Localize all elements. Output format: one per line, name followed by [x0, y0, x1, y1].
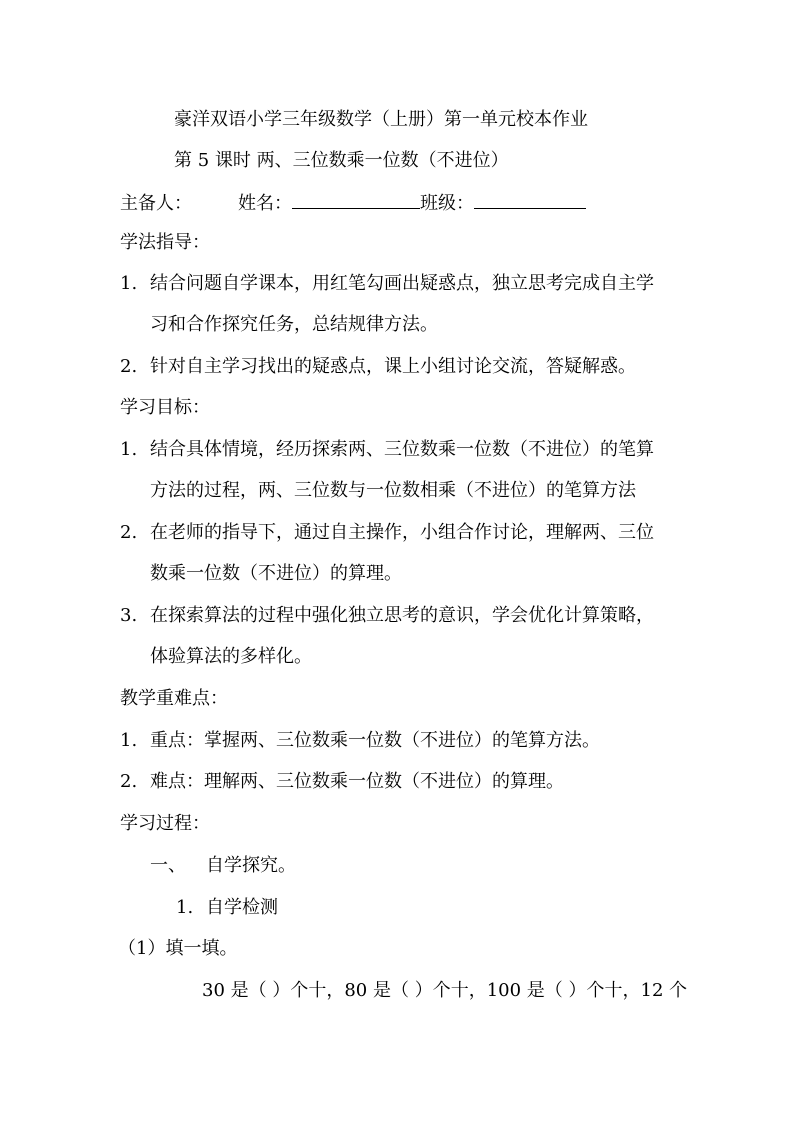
info-line — [120, 190, 586, 216]
goals-heading: 学习目标： — [120, 397, 210, 418]
item-text: 重点：掌握两、三位数乘一位数（不进位）的笔算方法。 — [150, 730, 600, 751]
question-1-text: 30 是（ ）个十，80 是（ ）个十，100 是（ ）个十，12 个 — [202, 980, 688, 1001]
subsection-title: 自学检测 — [206, 897, 278, 918]
method-item-2 — [120, 355, 636, 379]
preparer-label: 主备人： — [120, 193, 192, 214]
method-item-1 — [120, 272, 654, 296]
section-1 — [150, 854, 296, 878]
item-number: 1. — [120, 439, 138, 460]
item-text: 结合问题自学课本，用红笔勾画出疑惑点，独立思考完成自主学 — [150, 273, 654, 294]
goal-item-1 — [120, 438, 654, 462]
item-number: 2. — [120, 771, 138, 792]
process-heading: 学习过程： — [120, 813, 210, 834]
key-point-2 — [120, 770, 564, 794]
method-heading: 学法指导： — [120, 232, 210, 253]
subsection-1 — [176, 896, 278, 920]
goal-item-3 — [120, 604, 654, 628]
item-number: 2. — [120, 356, 138, 377]
goal-item-2 — [120, 521, 654, 545]
item-text: 难点：理解两、三位数乘一位数（不进位）的算理。 — [150, 771, 564, 792]
key-point-1 — [120, 729, 600, 753]
class-label: 班级： — [420, 193, 474, 214]
class-blank[interactable] — [474, 190, 586, 209]
name-label: 姓名： — [238, 193, 292, 214]
item-text: 针对自主学习找出的疑惑点，课上小组讨论交流，答疑解惑。 — [150, 356, 636, 377]
goal-item-3-cont: 体验算法的多样化。 — [150, 646, 312, 667]
section-title: 自学探究。 — [206, 855, 296, 876]
method-item-1-cont: 习和合作探究任务，总结规律方法。 — [150, 314, 438, 335]
item-text: 在探索算法的过程中强化独立思考的意识，学会优化计算策略， — [150, 605, 654, 626]
goal-item-1-cont: 方法的过程，两、三位数与一位数相乘（不进位）的笔算方法 — [150, 480, 636, 501]
item-number: 1. — [120, 273, 138, 294]
lesson-title: 第 5 课时 两、三位数乘一位数（不进位） — [174, 150, 509, 171]
section-number: 一、 — [150, 855, 186, 876]
item-number: 3. — [120, 605, 138, 626]
item-number: 1. — [176, 897, 194, 918]
goal-item-2-cont: 数乘一位数（不进位）的算理。 — [150, 563, 402, 584]
item-number: 1. — [120, 730, 138, 751]
key-points-heading: 教学重难点： — [120, 688, 228, 709]
item-number: 2. — [120, 522, 138, 543]
document-title: 豪洋双语小学三年级数学（上册）第一单元校本作业 — [174, 109, 588, 130]
name-blank[interactable] — [292, 190, 420, 209]
item-text: 结合具体情境，经历探索两、三位数乘一位数（不进位）的笔算 — [150, 439, 654, 460]
item-text: 在老师的指导下，通过自主操作，小组合作讨论，理解两、三位 — [150, 522, 654, 543]
question-1-label: （1）填一填。 — [118, 938, 238, 959]
